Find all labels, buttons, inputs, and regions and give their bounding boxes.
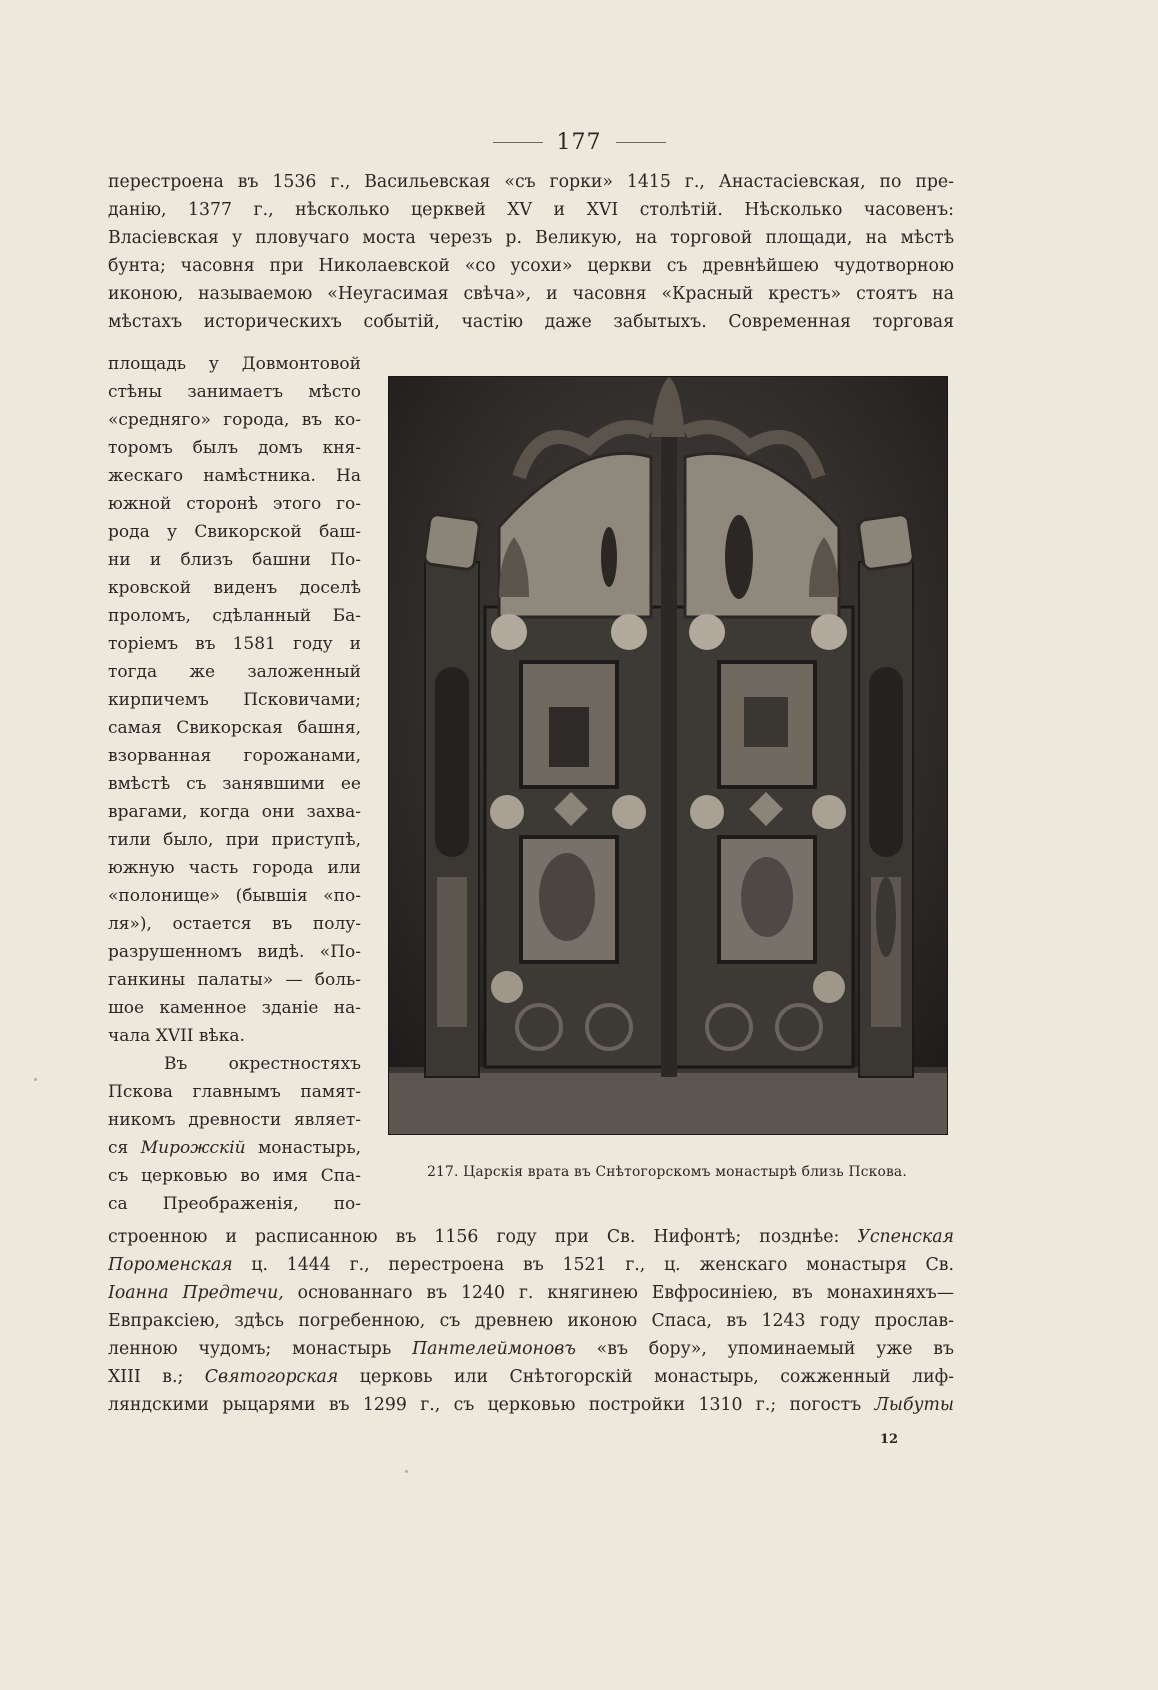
figure-caption: 217. Царскія врата въ Снѣтогорскомъ монастырѣ близь Пскова. bbox=[427, 1164, 907, 1180]
text-line: никомъ древности являет- bbox=[108, 1110, 361, 1130]
text-fragment: церковь или Снѣтогорскій монастырь, сожженный лиф- bbox=[338, 1367, 954, 1387]
top-paragraph bbox=[108, 168, 954, 336]
figure-photo-royal-doors bbox=[388, 376, 948, 1135]
text-line: стѣны занимаетъ мѣсто bbox=[108, 382, 361, 402]
header-rule-right bbox=[616, 142, 666, 143]
text-line: Пскова главнымъ памят- bbox=[108, 1082, 361, 1102]
text-line: разрушенномъ видѣ. «По- bbox=[108, 942, 361, 962]
italic-name: Мирожскій bbox=[140, 1138, 246, 1158]
text-fragment: ц. 1444 г., перестроена въ 1521 г., ц. женскаго монастыря Св. bbox=[232, 1255, 954, 1275]
text-fragment: монастырь, bbox=[245, 1138, 361, 1158]
text-line: взорванная горожанами, bbox=[108, 746, 361, 766]
text-line: жескаго намѣстника. На bbox=[108, 466, 361, 486]
text-fragment: строенною и расписанною въ 1156 году при Св. Нифонтѣ; позднѣе: bbox=[108, 1227, 858, 1247]
italic-name: Лыбуты bbox=[874, 1395, 954, 1415]
text-line: ганкины палаты» — боль- bbox=[108, 970, 361, 990]
text-line: «полонище» (бывшія «по- bbox=[108, 886, 361, 906]
text-line: кирпичемъ Псковичами; bbox=[108, 690, 361, 710]
text-line: самая Свикорская башня, bbox=[108, 718, 361, 738]
italic-name: Пороменская bbox=[108, 1255, 233, 1275]
bottom-paragraph bbox=[108, 1223, 954, 1419]
text-line: врагами, когда они захва- bbox=[108, 802, 361, 822]
page-header bbox=[0, 130, 1158, 155]
italic-name: Успенская bbox=[857, 1227, 954, 1247]
italic-name: Іоанна Предтечи, bbox=[108, 1283, 284, 1303]
signature-mark: 12 bbox=[880, 1432, 899, 1447]
text-line: вмѣстѣ съ занявшими ее bbox=[108, 774, 361, 794]
text-line: бунта; часовня при Николаевской «со усохи» церкви съ древнѣйшею чудотворною bbox=[108, 256, 954, 276]
header-rule-left bbox=[493, 142, 543, 143]
text-line: тили было, при приступѣ, bbox=[108, 830, 361, 850]
text-line: данію, 1377 г., нѣсколько церквей XV и XVI столѣтій. Нѣсколько часовенъ: bbox=[108, 200, 954, 220]
left-column-text bbox=[108, 350, 361, 1218]
text-fragment: основаннаго въ 1240 г. княгинею Евфросиніею, въ монахиняхъ— bbox=[283, 1283, 954, 1303]
text-line: «средняго» города, въ ко- bbox=[108, 410, 361, 430]
paper-speck bbox=[405, 1470, 408, 1473]
royal-doors-illustration bbox=[389, 377, 947, 1134]
italic-name: Святогорская bbox=[204, 1367, 339, 1387]
text-line: Евпраксіею, здѣсь погребенною, съ древнею иконою Спаса, въ 1243 году прослав- bbox=[108, 1311, 954, 1331]
text-line: южную часть города или bbox=[108, 858, 361, 878]
text-line: Въ окрестностяхъ bbox=[164, 1054, 361, 1074]
text-line: торомъ былъ домъ кня- bbox=[108, 438, 361, 458]
text-line: проломъ, сдѣланный Ба- bbox=[108, 606, 361, 626]
text-fragment: «въ бору», упоминаемый уже въ bbox=[575, 1339, 954, 1359]
text-fragment: ляндскими рыцарями въ 1299 г., съ церковью постройки 1310 г.; погостъ bbox=[108, 1395, 875, 1415]
text-fragment: ся bbox=[108, 1138, 141, 1158]
text-line bbox=[108, 1223, 954, 1251]
text-line: са Преображенія, по- bbox=[108, 1194, 361, 1214]
text-line: площадь у Довмонтовой bbox=[108, 354, 361, 374]
text-line: Власіевская у пловучаго моста черезъ р. Великую, на торговой площади, на мѣстѣ bbox=[108, 228, 954, 248]
text-line: съ церковью во имя Спа- bbox=[108, 1166, 361, 1186]
text-line: иконою, называемою «Неугасимая свѣча», и часовня «Красный крестъ» стоятъ на bbox=[108, 284, 954, 304]
text-line: торіемъ въ 1581 году и bbox=[108, 634, 361, 654]
text-line bbox=[108, 1363, 954, 1391]
text-line: южной сторонѣ этого го- bbox=[108, 494, 361, 514]
text-line bbox=[108, 1134, 361, 1162]
text-line bbox=[108, 1335, 954, 1363]
text-line bbox=[108, 1391, 954, 1419]
text-line: мѣстахъ историческихъ событій, частію даже забытыхъ. Современная торговая bbox=[108, 312, 954, 332]
text-line: ля»), остается въ полу- bbox=[108, 914, 361, 934]
text-line: перестроена въ 1536 г., Васильевская «съ горки» 1415 г., Анастасіевская, по пре- bbox=[108, 172, 954, 192]
text-line: кровской виденъ доселѣ bbox=[108, 578, 361, 598]
italic-name: Пантелеймоновъ bbox=[412, 1339, 576, 1359]
text-line: рода у Свикорской баш- bbox=[108, 522, 361, 542]
text-line bbox=[108, 1251, 954, 1279]
text-line: ни и близъ башни По- bbox=[108, 550, 361, 570]
text-line: чала XVII вѣка. bbox=[108, 1026, 245, 1046]
text-line: шое каменное зданіе на- bbox=[108, 998, 361, 1018]
page-number: 177 bbox=[556, 130, 602, 155]
text-fragment: XIII в.; bbox=[108, 1367, 205, 1387]
text-fragment: ленною чудомъ; монастырь bbox=[108, 1339, 413, 1359]
text-line: тогда же заложенный bbox=[108, 662, 361, 682]
paper-speck bbox=[34, 1078, 37, 1081]
text-line bbox=[108, 1279, 954, 1307]
